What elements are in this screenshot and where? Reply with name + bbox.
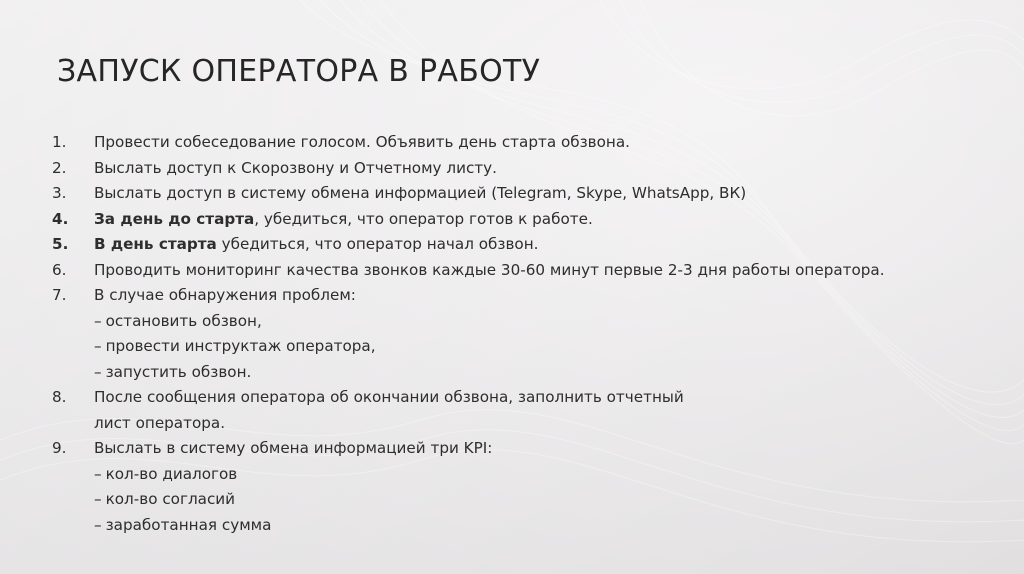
list-item-text: Провести собеседование голосом. Объявить день старта обзвона.	[94, 133, 630, 151]
list-item	[52, 436, 982, 538]
list-item-text: Выслать доступ к Скорозвону и Отчетному листу.	[94, 158, 497, 177]
list-item	[52, 181, 982, 207]
dash-marker: –	[94, 362, 102, 381]
list-item-number: 5.	[52, 235, 69, 253]
slide-title: ЗАПУСК ОПЕРАТОРА В РАБОТУ	[57, 54, 541, 89]
sub-item-text: запустить обзвон.	[105, 362, 252, 381]
list-item	[52, 283, 982, 385]
sub-item-text: кол-во согласий	[105, 490, 236, 508]
list-item-number: 1.	[52, 133, 67, 151]
sub-item-text: заработанная сумма	[105, 515, 272, 534]
list-item-number: 8.	[52, 388, 67, 406]
sub-item	[94, 334, 982, 360]
list-item-line: лист оператора.	[94, 413, 226, 432]
sub-item	[94, 360, 982, 386]
list-item-lead: Выслать в систему обмена информацией три KPI:	[94, 439, 493, 457]
list-item	[52, 385, 982, 436]
list-item-text: Проводить мониторинг качества звонков каждые 30-60 минут первые 2-3 дня работы оператора.	[94, 260, 885, 279]
list-item-text	[94, 436, 982, 538]
sub-item	[94, 309, 982, 335]
list-item-number: 6.	[52, 260, 67, 279]
dash-marker: –	[94, 337, 102, 355]
list-item-bold-text: В день старта	[94, 235, 217, 253]
list-item	[52, 207, 982, 233]
list-item	[52, 156, 982, 182]
dash-marker: –	[94, 464, 102, 483]
list-item-number: 4.	[52, 209, 69, 228]
list-item-number: 2.	[52, 158, 67, 177]
numbered-list	[52, 130, 982, 538]
list-item-number: 9.	[52, 439, 67, 457]
list-item-text	[94, 232, 982, 258]
list-item-number: 3.	[52, 184, 67, 202]
dash-marker: –	[94, 311, 102, 330]
sub-item-text: остановить обзвон,	[105, 311, 262, 330]
dash-marker: –	[94, 515, 102, 534]
list-item	[52, 232, 982, 258]
dash-marker: –	[94, 490, 102, 508]
sub-item	[94, 513, 982, 539]
list-item-text	[94, 207, 982, 233]
sub-item-text: кол-во диалогов	[105, 464, 238, 483]
sub-item	[94, 462, 982, 488]
list-item	[52, 258, 982, 284]
list-item-text	[94, 283, 982, 385]
list-item-lead: В случае обнаружения проблем:	[94, 286, 356, 304]
list-item-number: 7.	[52, 286, 67, 304]
list-item-text	[94, 385, 982, 436]
sub-item	[94, 487, 982, 513]
list-item-rest-text: убедиться, что оператор начал обзвон.	[216, 235, 539, 253]
list-item	[52, 130, 982, 156]
list-item-rest-text: , убедиться, что оператор готов к работе.	[254, 209, 593, 228]
list-item-text: Выслать доступ в систему обмена информацией (Telegram, Skype, WhatsApp, ВК)	[94, 184, 747, 202]
list-item-line: После сообщения оператора об окончании обзвона, заполнить отчетный	[94, 388, 684, 406]
sub-item-text: провести инструктаж оператора,	[105, 337, 376, 355]
list-item-bold-text: За день до старта	[94, 209, 255, 228]
